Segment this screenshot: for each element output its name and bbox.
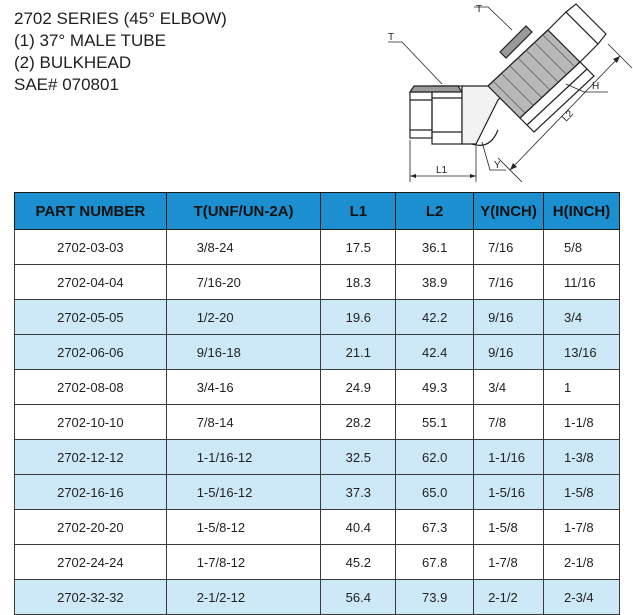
- table-row: [15, 545, 620, 580]
- cell-l2: 65.0: [396, 475, 474, 510]
- table-row: [15, 230, 620, 265]
- cell-l1: 19.6: [321, 300, 396, 335]
- col-header-l1: L1: [321, 193, 396, 230]
- cell-thread: 3/8-24: [166, 230, 321, 265]
- label-y: Y: [494, 160, 501, 171]
- cell-l2: 38.9: [396, 265, 474, 300]
- cell-l1: 32.5: [321, 440, 396, 475]
- cell-thread: 1-5/16-12: [166, 475, 321, 510]
- end-type-2: (2) BULKHEAD: [14, 53, 132, 72]
- cell-h: 5/8: [544, 230, 620, 265]
- cell-part-number: 2702-16-16: [15, 475, 167, 510]
- cell-l1: 45.2: [321, 545, 396, 580]
- cell-h: 11/16: [544, 265, 620, 300]
- col-header-l2: L2: [396, 193, 474, 230]
- cell-l1: 17.5: [321, 230, 396, 265]
- sae-number: SAE# 070801: [14, 75, 119, 94]
- cell-l1: 18.3: [321, 265, 396, 300]
- cell-part-number: 2702-24-24: [15, 545, 167, 580]
- label-h: H: [592, 81, 600, 92]
- cell-thread: 1-7/8-12: [166, 545, 321, 580]
- cell-l1: 21.1: [321, 335, 396, 370]
- table-row: [15, 265, 620, 300]
- cell-l2: 67.8: [396, 545, 474, 580]
- cell-part-number: 2702-12-12: [15, 440, 167, 475]
- cell-part-number: 2702-05-05: [15, 300, 167, 335]
- cell-y: 7/16: [474, 230, 544, 265]
- specification-table: [14, 192, 620, 615]
- label-t-left: T: [388, 32, 395, 43]
- cell-y: 2-1/2: [474, 580, 544, 615]
- series-title: 2702 SERIES (45° ELBOW): [14, 9, 227, 28]
- cell-part-number: 2702-06-06: [15, 335, 167, 370]
- cell-y: 1-5/8: [474, 510, 544, 545]
- cell-l2: 55.1: [396, 405, 474, 440]
- cell-part-number: 2702-03-03: [15, 230, 167, 265]
- cell-l1: 37.3: [321, 475, 396, 510]
- cell-part-number: 2702-20-20: [15, 510, 167, 545]
- cell-h: 1-7/8: [544, 510, 620, 545]
- cell-h: 2-1/8: [544, 545, 620, 580]
- col-header-part-number: PART NUMBER: [15, 193, 167, 230]
- cell-l2: 73.9: [396, 580, 474, 615]
- cell-part-number: 2702-04-04: [15, 265, 167, 300]
- table-row: [15, 370, 620, 405]
- cell-y: 9/16: [474, 300, 544, 335]
- cell-l1: 56.4: [321, 580, 396, 615]
- cell-l2: 42.2: [396, 300, 474, 335]
- table-row: [15, 510, 620, 545]
- cell-thread: 7/8-14: [166, 405, 321, 440]
- cell-y: 7/16: [474, 265, 544, 300]
- cell-h: 13/16: [544, 335, 620, 370]
- cell-l2: 62.0: [396, 440, 474, 475]
- cell-part-number: 2702-08-08: [15, 370, 167, 405]
- cell-y: 1-7/8: [474, 545, 544, 580]
- table-row: [15, 405, 620, 440]
- cell-y: 9/16: [474, 335, 544, 370]
- label-l2: L2: [560, 108, 576, 125]
- cell-l1: 24.9: [321, 370, 396, 405]
- cell-y: 7/8: [474, 405, 544, 440]
- table-row: [15, 580, 620, 615]
- cell-thread: 1-1/16-12: [166, 440, 321, 475]
- cell-l1: 28.2: [321, 405, 396, 440]
- end-type-1: (1) 37° MALE TUBE: [14, 31, 166, 50]
- cell-thread: 1/2-20: [166, 300, 321, 335]
- col-header-h: H(INCH): [544, 193, 620, 230]
- cell-part-number: 2702-32-32: [15, 580, 167, 615]
- label-l1: L1: [436, 165, 448, 176]
- table-row: [15, 335, 620, 370]
- cell-thread: 9/16-18: [166, 335, 321, 370]
- cell-l1: 40.4: [321, 510, 396, 545]
- left-tube-nose: [410, 92, 432, 138]
- cell-l2: 42.4: [396, 335, 474, 370]
- cell-thread: 1-5/8-12: [166, 510, 321, 545]
- left-hex: [432, 86, 462, 144]
- label-t-top: T: [476, 4, 483, 15]
- cell-h: 1: [544, 370, 620, 405]
- cell-y: 3/4: [474, 370, 544, 405]
- table-row: [15, 300, 620, 335]
- table-row: [15, 440, 620, 475]
- table-row: [15, 475, 620, 510]
- cell-h: 2-3/4: [544, 580, 620, 615]
- cell-h: 1-1/8: [544, 405, 620, 440]
- col-header-thread: T(UNF/UN-2A): [166, 193, 321, 230]
- cell-h: 3/4: [544, 300, 620, 335]
- cell-thread: 3/4-16: [166, 370, 321, 405]
- col-header-y: Y(INCH): [474, 193, 544, 230]
- cell-thread: 7/16-20: [166, 265, 321, 300]
- cell-y: 1-5/16: [474, 475, 544, 510]
- cell-y: 1-1/16: [474, 440, 544, 475]
- cell-h: 1-3/8: [544, 440, 620, 475]
- left-thread: [410, 86, 462, 92]
- cell-thread: 2-1/2-12: [166, 580, 321, 615]
- cell-l2: 67.3: [396, 510, 474, 545]
- table-header-row: [15, 193, 620, 230]
- cell-part-number: 2702-10-10: [15, 405, 167, 440]
- title-block: [14, 8, 227, 96]
- cell-h: 1-5/8: [544, 475, 620, 510]
- cell-l2: 36.1: [396, 230, 474, 265]
- elbow-fitting-drawing: [380, 0, 633, 185]
- cell-l2: 49.3: [396, 370, 474, 405]
